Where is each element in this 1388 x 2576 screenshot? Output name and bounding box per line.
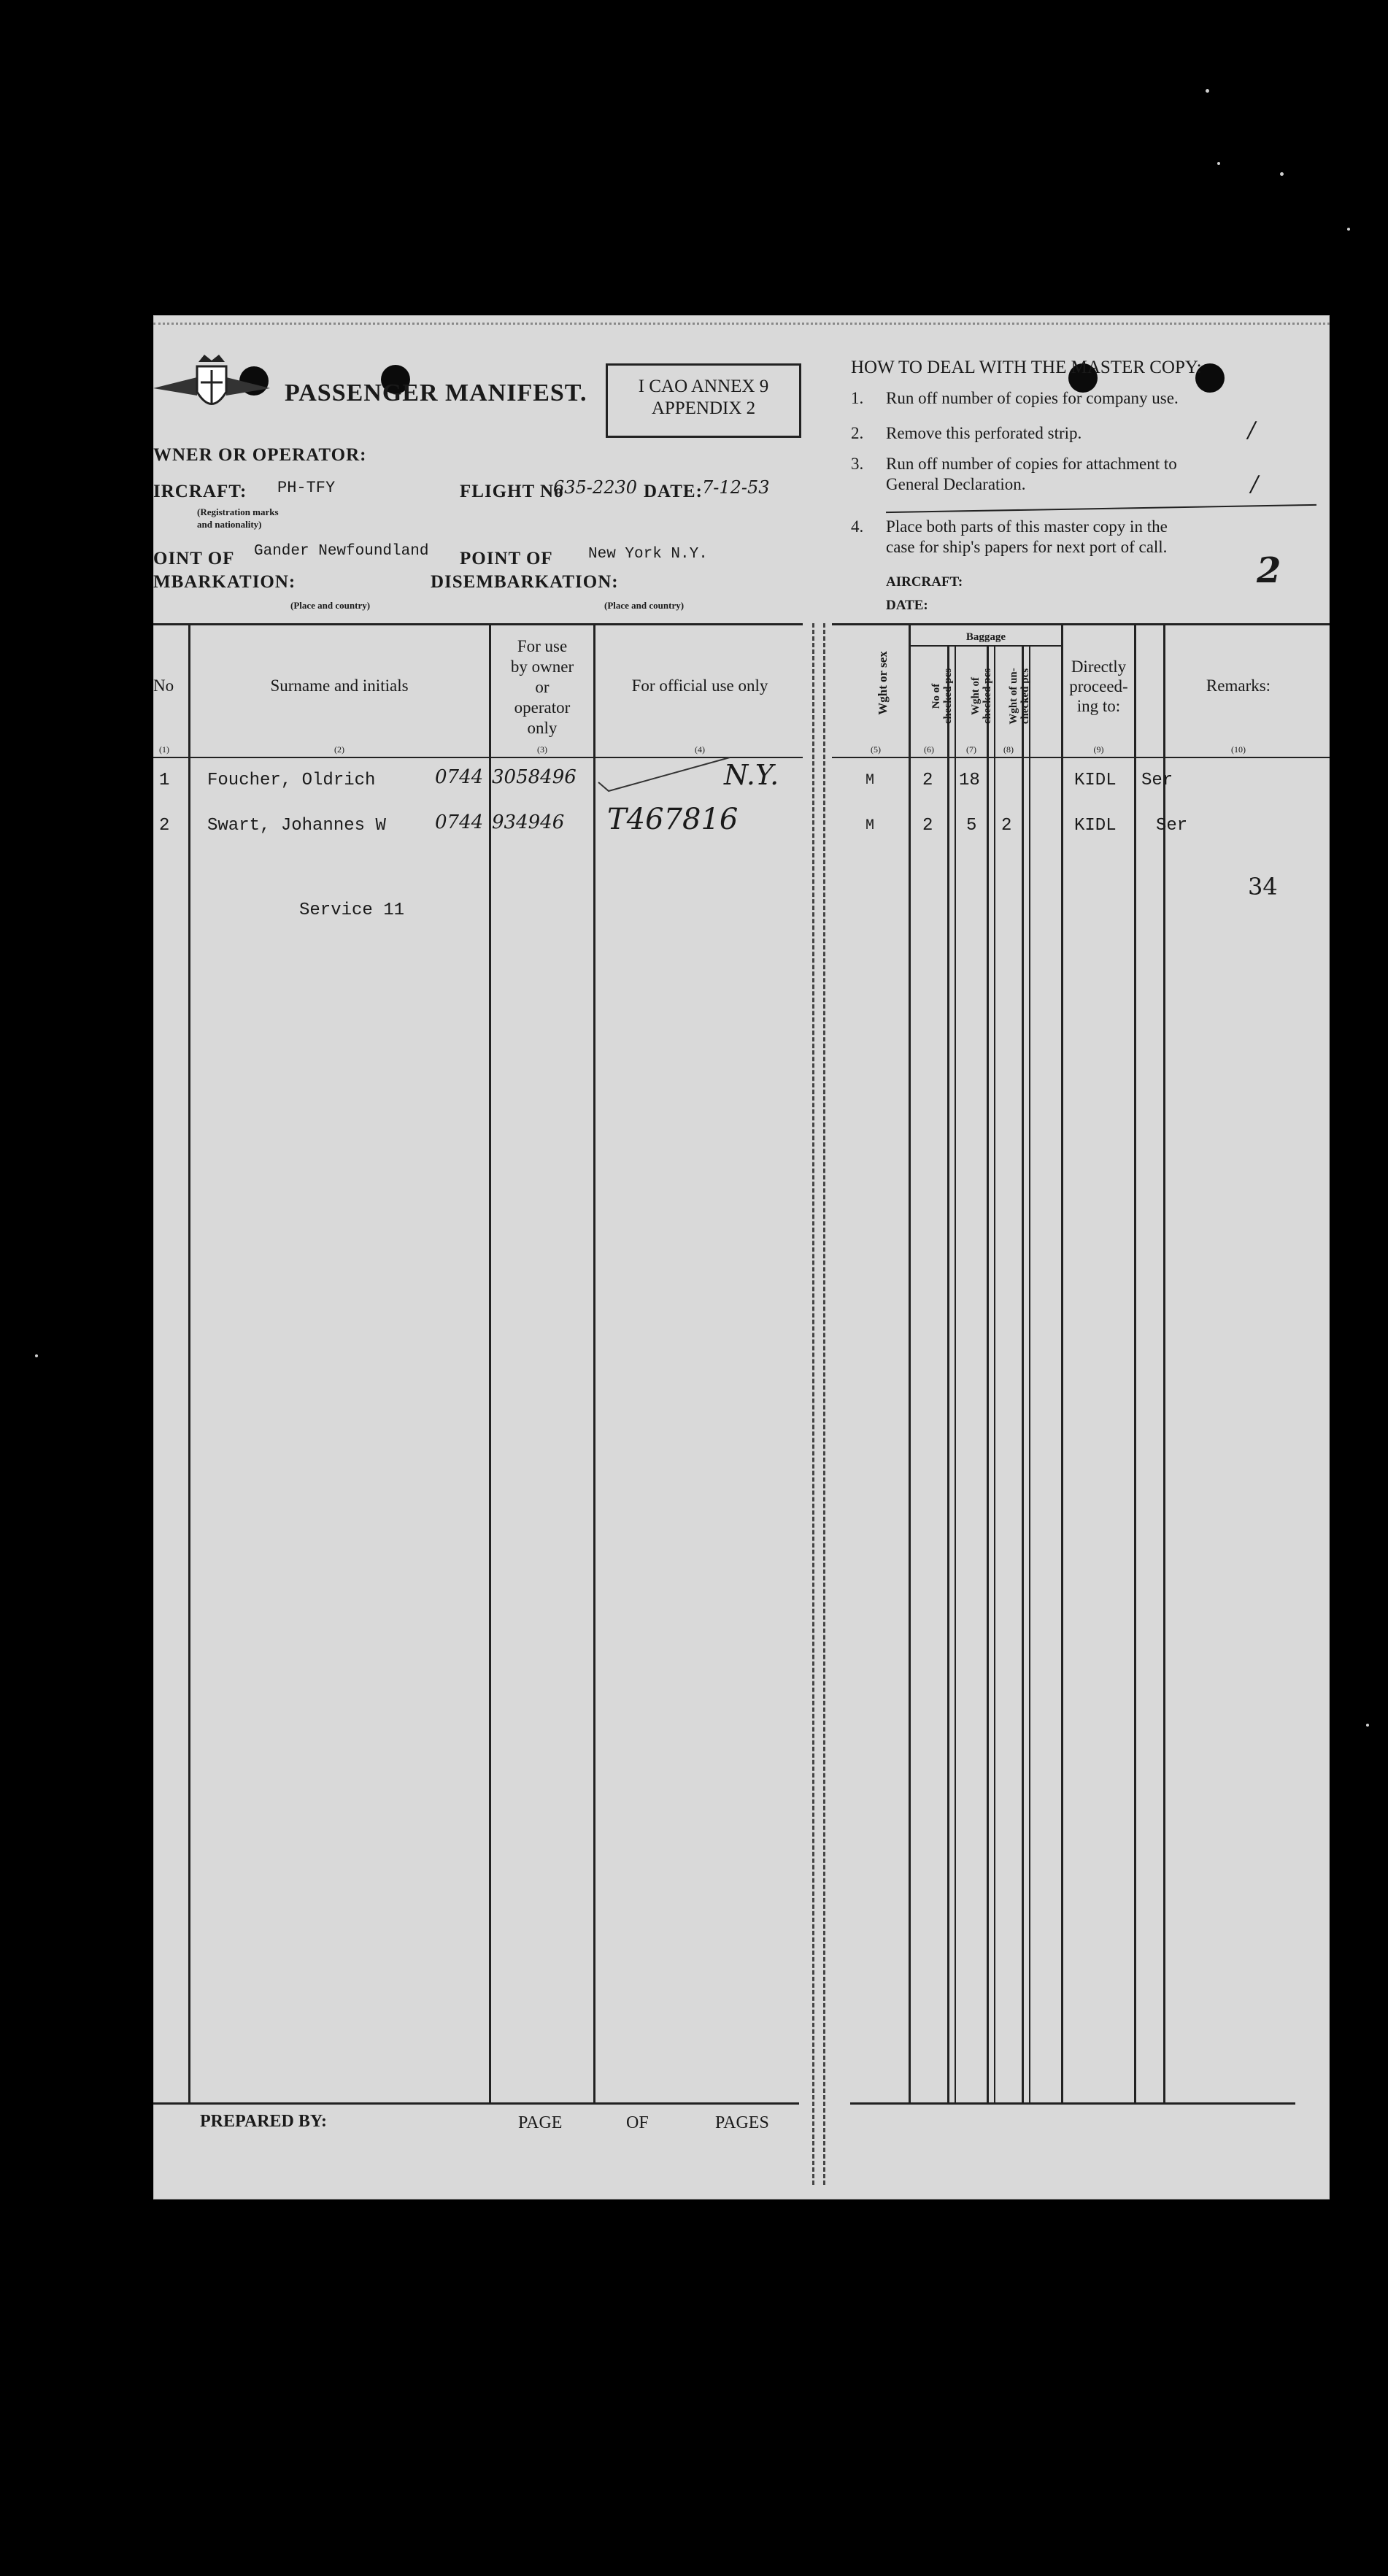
col-divider-11	[1163, 623, 1165, 2102]
no-checked-line: checked pcs	[942, 668, 954, 725]
page-label: PAGE	[518, 2113, 563, 2132]
right-date-label: DATE:	[886, 598, 928, 613]
directly-line: proceed-	[1069, 677, 1128, 695]
col-divider-8	[1022, 645, 1024, 2102]
dust-speck	[1347, 228, 1350, 231]
of-label: OF	[626, 2113, 649, 2132]
col-num-5: (5)	[871, 744, 881, 755]
embarkation-label-1: OINT OF	[153, 549, 235, 568]
col-num-2: (2)	[334, 744, 344, 755]
dust-speck	[1217, 162, 1220, 165]
row-no: 2	[159, 816, 170, 836]
col-divider-10	[1134, 623, 1136, 2102]
perforation-line	[153, 323, 1330, 325]
col-divider-9	[1061, 623, 1063, 2102]
embarkation-value: Gander Newfoundland	[254, 543, 429, 560]
row-name: Foucher, Oldrich	[207, 771, 376, 790]
col-divider-3	[593, 623, 595, 2102]
col-header-wght-unchecked	[1008, 649, 1031, 744]
row-dest: KIDL	[1074, 771, 1117, 790]
instruction-num-1: 1.	[851, 389, 864, 407]
owner-operator-label: WNER OR OPERATOR:	[153, 445, 367, 465]
row-pcs: 2	[922, 816, 933, 836]
table-bottom-border-left	[153, 2102, 799, 2105]
date-value: 7-12-53	[702, 477, 770, 498]
row-sex: M	[865, 772, 875, 789]
table-bottom-border-right	[850, 2102, 1295, 2105]
dust-speck	[1366, 1724, 1369, 1727]
dust-speck	[1280, 172, 1284, 176]
instruction-num-4: 4.	[851, 517, 864, 536]
owner-use-line: by owner	[510, 658, 574, 676]
right-aircraft-label: AIRCRAFT:	[886, 574, 963, 590]
instruction-text-1: Run off number of copies for company use.	[886, 389, 1179, 407]
aircraft-value: PH-TFY	[277, 479, 336, 497]
icao-annex-box	[606, 363, 801, 438]
col-divider-1	[188, 623, 190, 2102]
pages-label: PAGES	[715, 2113, 769, 2132]
row-unchecked: 2	[1001, 816, 1012, 836]
row-code: 0744	[435, 766, 484, 788]
instruction-mark-4: 2	[1257, 550, 1281, 591]
instruction-divider	[886, 504, 1316, 513]
row-pcs: 2	[922, 771, 933, 790]
embarkation-note: (Place and country)	[290, 600, 371, 611]
aircraft-note-2: and nationality)	[197, 519, 262, 530]
row-wght: 5	[966, 816, 977, 836]
col-divider-7b	[994, 645, 995, 2102]
prepared-by-label: PREPARED BY:	[200, 2112, 328, 2131]
directly-line: Directly	[1071, 658, 1127, 676]
dust-speck	[1206, 89, 1209, 93]
disembarkation-note: (Place and country)	[604, 600, 685, 611]
row-remarks: Ser	[1156, 816, 1188, 836]
row-dest: KIDL	[1074, 816, 1117, 836]
icao-line-1: I CAO ANNEX 9	[638, 377, 769, 396]
no-checked-line: No of	[930, 683, 942, 709]
instruction-mark-2: /	[1248, 417, 1256, 443]
manifest-title: PASSENGER MANIFEST.	[285, 379, 587, 406]
col-header-no-checked	[930, 649, 954, 744]
col-header-owner-use	[491, 636, 593, 739]
icao-line-2: APPENDIX 2	[651, 398, 756, 418]
row-owner-use: 934946	[492, 811, 565, 833]
row-no: 1	[159, 771, 170, 790]
owner-use-line: only	[527, 719, 558, 737]
instruction-text-4b: case for ship's papers for next port of call.	[886, 538, 1168, 556]
dust-speck	[35, 1354, 38, 1357]
wght-unchecked-line: checked pcs	[1019, 668, 1031, 725]
row-wght: 18	[959, 771, 980, 790]
row-remarks: Ser	[1141, 771, 1173, 790]
col-header-baggage: Baggage	[965, 631, 1006, 643]
row-official: T467816	[607, 803, 739, 836]
instruction-text-2: Remove this perforated strip.	[886, 424, 1082, 442]
center-perforation-2	[823, 623, 825, 2185]
center-perforation	[812, 623, 814, 2185]
directly-line: ing to:	[1076, 697, 1121, 715]
col-num-7: (7)	[966, 744, 976, 755]
instruction-num-2: 2.	[851, 424, 864, 442]
flight-value: 635-2230	[553, 477, 637, 498]
owner-use-line: For use	[517, 637, 568, 655]
instruction-text-3: Run off number of copies for attachment to	[886, 455, 1177, 473]
disembarkation-label-2: DISEMBARKATION:	[431, 572, 619, 592]
col-num-9: (9)	[1093, 744, 1104, 755]
col-header-official: For official use only	[631, 676, 768, 695]
row-code: 0744	[435, 811, 484, 833]
table-top-border-right	[832, 623, 1330, 625]
col-header-no: No	[153, 676, 174, 695]
col-header-surname: Surname and initials	[270, 676, 409, 695]
col-divider-8b	[1029, 645, 1030, 2102]
embarkation-label-2: MBARKATION:	[153, 572, 296, 592]
instructions-title: HOW TO DEAL WITH THE MASTER COPY:	[851, 358, 1202, 377]
col-num-4: (4)	[695, 744, 705, 755]
col-num-6: (6)	[924, 744, 934, 755]
wght-checked-line: Wght of	[970, 676, 982, 716]
col-header-directly	[1063, 657, 1134, 716]
check-mark	[591, 753, 737, 797]
flight-label: FLIGHT No	[460, 482, 564, 501]
col-divider-6b	[955, 645, 956, 2102]
row-official: N.Y.	[724, 759, 779, 791]
wght-checked-line: checked pcs	[982, 668, 993, 725]
col-header-wght-checked	[970, 649, 993, 744]
service-note: Service 11	[299, 901, 405, 920]
col-divider-6	[947, 645, 949, 2102]
col-num-10: (10)	[1231, 744, 1246, 755]
col-header-remarks: Remarks:	[1206, 676, 1271, 695]
row-owner-use: 3058496	[492, 766, 577, 788]
page-number: 34	[1248, 873, 1278, 901]
date-label: DATE:	[644, 482, 703, 501]
wght-unchecked-line: Wght of un-	[1008, 668, 1019, 725]
col-num-1: (1)	[159, 744, 169, 755]
table-top-border-left	[153, 623, 803, 625]
instruction-text-4: Place both parts of this master copy in the	[886, 517, 1168, 536]
owner-use-line: operator	[514, 698, 571, 717]
aircraft-note-1: (Registration marks	[197, 506, 279, 517]
aircraft-label: IRCRAFT:	[153, 482, 247, 501]
airline-crest-logo	[153, 352, 270, 417]
col-divider-2	[489, 623, 491, 2102]
disembarkation-label-1: POINT OF	[460, 549, 553, 568]
col-num-3: (3)	[537, 744, 547, 755]
col-num-8: (8)	[1003, 744, 1014, 755]
col-divider-7	[987, 645, 989, 2102]
owner-use-line: or	[535, 678, 550, 696]
col-divider-5	[909, 623, 911, 2102]
row-sex: M	[865, 817, 875, 834]
row-name: Swart, Johannes W	[207, 816, 386, 836]
table-header-bottom-right	[832, 757, 1330, 758]
instruction-text-3b: General Declaration.	[886, 475, 1026, 493]
passenger-manifest-document	[153, 315, 1330, 2199]
instruction-mark-3: /	[1251, 471, 1259, 497]
col-header-wght-sex: Wght or sex	[876, 651, 890, 715]
disembarkation-value: New York N.Y.	[588, 546, 708, 563]
instruction-num-3: 3.	[851, 455, 864, 473]
